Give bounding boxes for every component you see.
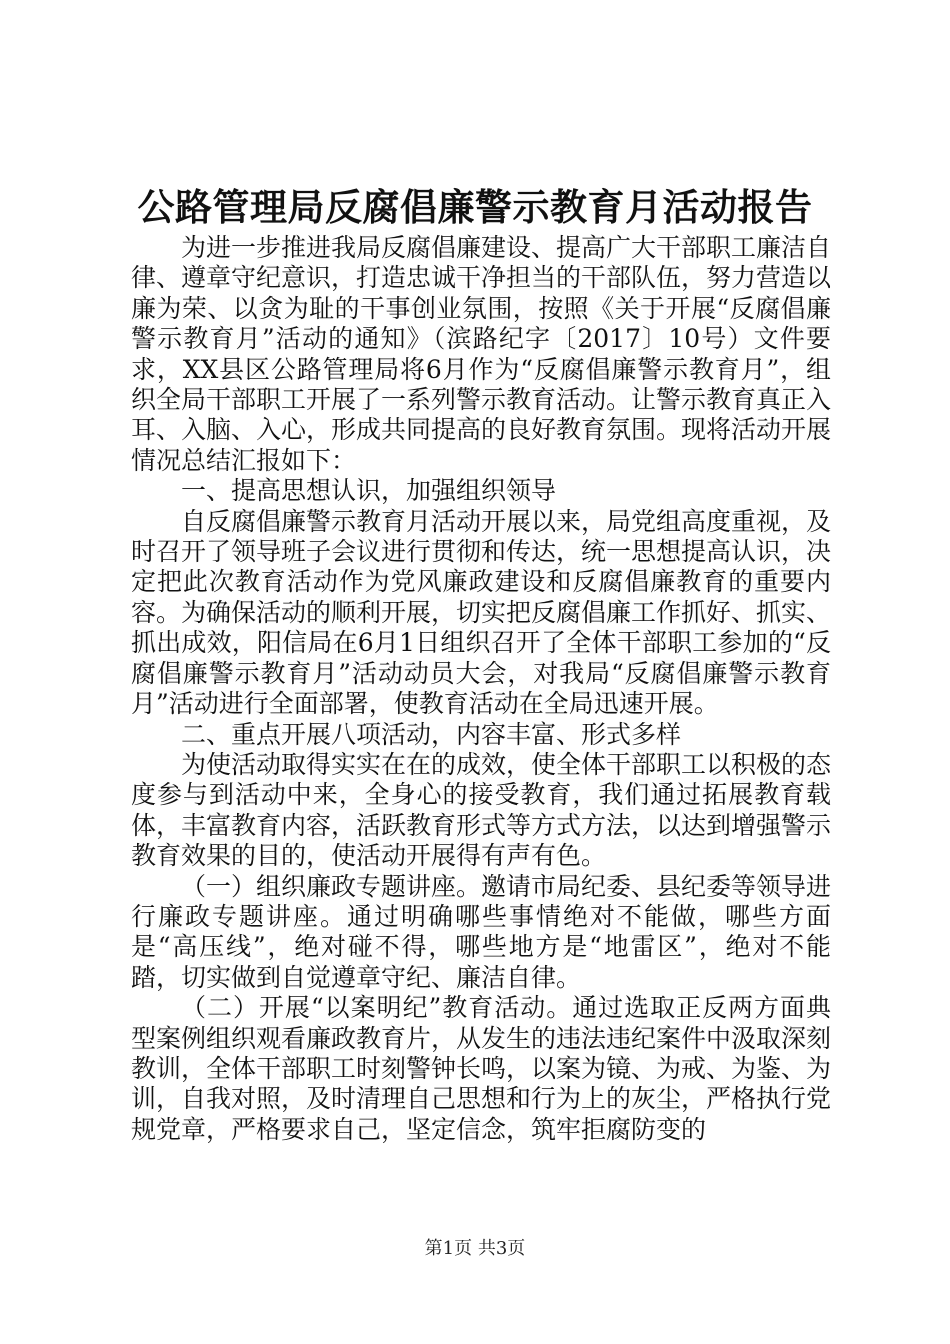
document-body — [131, 233, 831, 1145]
body-paragraph: （二）开展“以案明纪”教育活动。通过选取正反两方面典型案例组织观看廉政教育片，从发生的违法违纪案件中汲取深刻教训，全体干部职工时刻警钟长鸣，以案为镜、为戒、为鉴、为训，自我对照，及时清理自己思想和行为上的灰尘，严格执行党规党章，严格要求自己，坚定信念，筑牢拒腐防变的 — [131, 993, 832, 1144]
section-heading: 一、提高思想认识，加强组织领导 — [181, 476, 557, 506]
body-paragraph: 为进一步推进我局反腐倡廉建设、提高广大干部职工廉洁自律、遵章守纪意识，打造忠诚干净担当的干部队伍，努力营造以廉为荣、以贪为耻的干事创业氛围，按照《关于开展“反腐倡廉警示教育月”活动的通知》（滨路纪字〔2017〕10号）文件要求，XX县区公路管理局将6月作为“反腐倡廉警示教育月”，组织全局干部职工开展了一系列警示教育活动。让警示教育真正入耳、入脑、入心，形成共同提高的良好教育氛围。现将活动开展情况总结汇报如下： — [131, 233, 832, 475]
body-paragraph: 为使活动取得实实在在的成效，使全体干部职工以积极的态度参与到活动中来，全身心的接受教育，我们通过拓展教育载体，丰富教育内容，活跃教育形式等方式方法，以达到增强警示教育效果的目的，使活动开展得有声有色。 — [131, 749, 832, 871]
body-paragraph: 自反腐倡廉警示教育月活动开展以来，局党组高度重视，及时召开了领导班子会议进行贯彻和传达，统一思想提高认识，决定把此次教育活动作为党风廉政建设和反腐倡廉教育的重要内容。为确保活动的顺利开展，切实把反腐倡廉工作抓好、抓实、抓出成效，阳信局在6月1日组织召开了全体干部职工参加的“反腐倡廉警示教育月”活动动员大会，对我局“反腐倡廉警示教育月”活动进行全面部署，使教育活动在全局迅速开展。 — [131, 506, 832, 719]
body-paragraph: （一）组织廉政专题讲座。邀请市局纪委、县纪委等领导进行廉政专题讲座。通过明确哪些事情绝对不能做，哪些方面是“高压线”，绝对碰不得，哪些地方是“地雷区”，绝对不能踏，切实做到自觉遵章守纪、廉洁自律。 — [131, 871, 832, 992]
section-heading: 二、重点开展八项活动，内容丰富、形式多样 — [181, 719, 682, 749]
page-footer: 第1页 共3页 — [424, 1238, 526, 1259]
document-title: 公路管理局反腐倡廉警示教育月活动报告 — [137, 186, 813, 229]
